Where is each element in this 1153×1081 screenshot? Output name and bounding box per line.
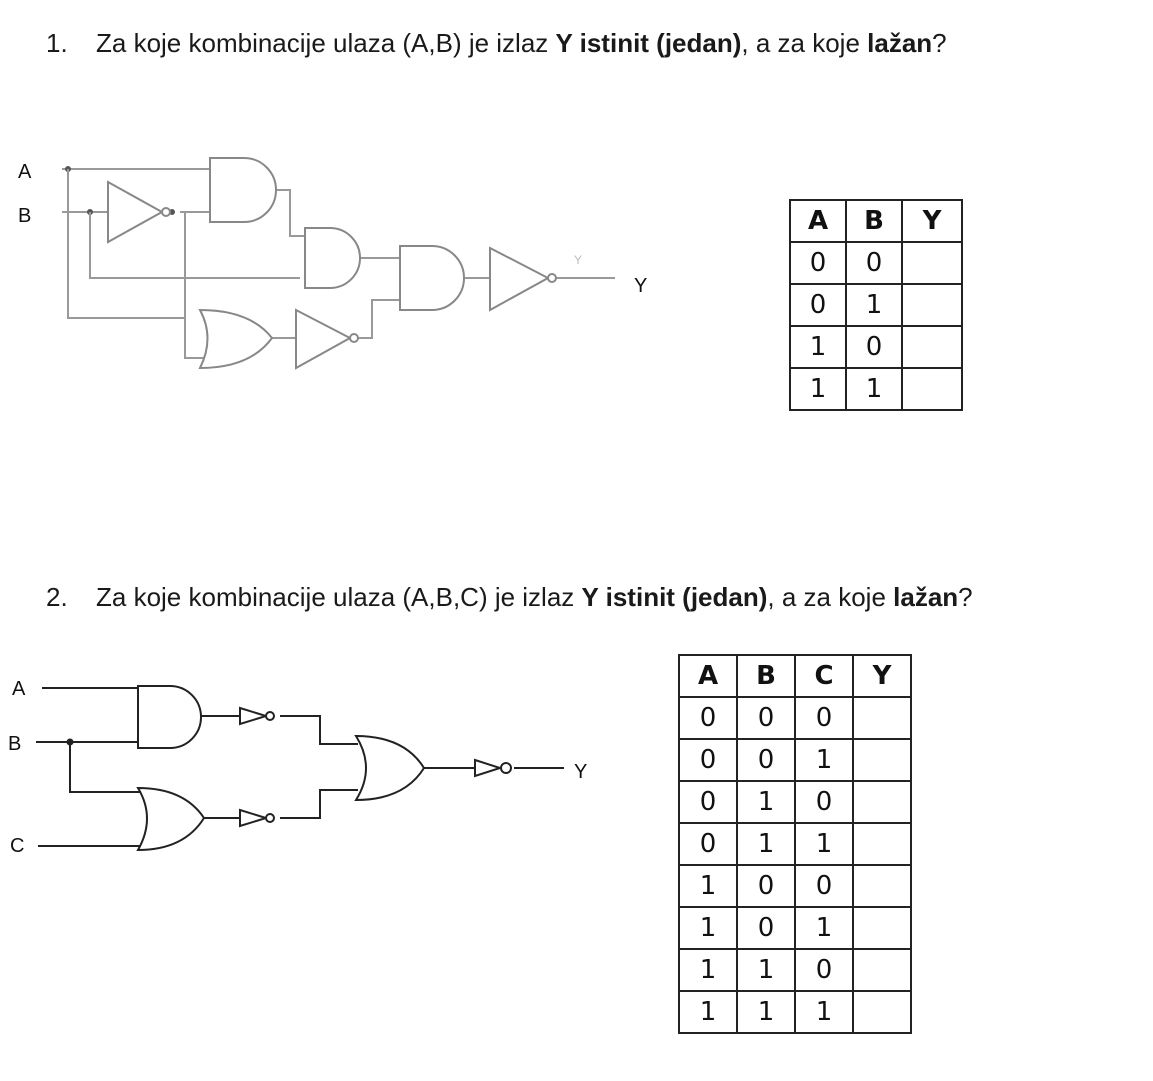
cell-b: 1 (737, 991, 795, 1033)
cell-y[interactable] (853, 781, 911, 823)
table-row (790, 368, 962, 410)
table-row (790, 326, 962, 368)
cell-c: 0 (795, 781, 853, 823)
table-row (679, 781, 911, 823)
cell-a: 0 (679, 697, 737, 739)
cell-a: 1 (790, 368, 846, 410)
circuit-1-not-gate-3 (490, 248, 548, 310)
table-row (679, 865, 911, 907)
cell-y[interactable] (853, 907, 911, 949)
cell-c: 0 (795, 697, 853, 739)
question-2-false-word: lažan (893, 582, 959, 612)
truth-table-2 (678, 654, 912, 1034)
circuit-1-faint-mark: Y (574, 253, 583, 267)
table-header-row (790, 200, 962, 242)
circuit-2-and-gate (138, 686, 201, 748)
question-1-true-phrase: Y istinit (jedan) (555, 28, 742, 58)
cell-b: 1 (846, 368, 902, 410)
question-2-text: Za koje kombinacije ulaza (A,B,C) je izlaz (96, 582, 582, 612)
cell-y[interactable] (902, 326, 962, 368)
header-a: A (679, 655, 737, 697)
circuit-2-not-gate-3 (475, 760, 500, 776)
cell-b: 0 (737, 865, 795, 907)
circuit-2-or-gate-2 (356, 736, 424, 800)
table-row (790, 242, 962, 284)
cell-c: 1 (795, 907, 853, 949)
cell-c: 0 (795, 865, 853, 907)
table-header-row (679, 655, 911, 697)
cell-a: 0 (679, 823, 737, 865)
header-c: C (795, 655, 853, 697)
question-1-end: ? (932, 28, 947, 58)
circuit-1-or-gate (200, 310, 272, 368)
circuit-1-and-gate-2 (305, 228, 360, 288)
circuit-2-input-b-label: B (8, 733, 22, 755)
circuit-1-output-label: Y (634, 275, 648, 297)
header-y: Y (853, 655, 911, 697)
circuit-2-or-gate (138, 788, 204, 850)
circuit-2-input-c-label: C (10, 835, 25, 857)
cell-y[interactable] (853, 739, 911, 781)
table-row (679, 823, 911, 865)
cell-b: 1 (846, 284, 902, 326)
question-2-end: ? (958, 582, 973, 612)
circuit-2-input-a-label: A (12, 678, 26, 700)
cell-y[interactable] (853, 991, 911, 1033)
circuit-1-gates (108, 158, 556, 368)
table-row (679, 739, 911, 781)
circuit-1-and-gate-1 (210, 158, 276, 222)
question-1 (46, 28, 947, 59)
circuit-2-not-gate-1 (240, 708, 266, 724)
cell-b: 1 (737, 823, 795, 865)
header-b: B (737, 655, 795, 697)
circuit-1-not-gate-1 (108, 182, 162, 242)
circuit-1-input-b-label: B (18, 205, 32, 227)
cell-y[interactable] (902, 368, 962, 410)
circuit-1-diagram (0, 140, 700, 400)
table-row (679, 907, 911, 949)
header-a: A (790, 200, 846, 242)
cell-y[interactable] (853, 865, 911, 907)
cell-b: 1 (737, 781, 795, 823)
header-b: B (846, 200, 902, 242)
cell-a: 1 (679, 907, 737, 949)
question-2-number: 2. (46, 582, 68, 612)
circuit-1-not-gate-2 (296, 310, 350, 368)
cell-y[interactable] (853, 949, 911, 991)
question-1-false-word: lažan (867, 28, 933, 58)
cell-a: 0 (679, 739, 737, 781)
circuit-2-output-label: Y (574, 761, 588, 783)
question-1-text-after: , a za koje (741, 28, 868, 58)
cell-c: 1 (795, 739, 853, 781)
circuit-1-and-gate-3 (400, 246, 464, 310)
cell-a: 0 (790, 284, 846, 326)
cell-c: 1 (795, 991, 853, 1033)
table-row (679, 697, 911, 739)
cell-y[interactable] (902, 242, 962, 284)
header-y: Y (902, 200, 962, 242)
cell-b: 0 (737, 739, 795, 781)
table-row (679, 949, 911, 991)
cell-c: 1 (795, 823, 853, 865)
cell-b: 0 (846, 242, 902, 284)
table-row (790, 284, 962, 326)
cell-c: 0 (795, 949, 853, 991)
cell-y[interactable] (853, 697, 911, 739)
question-1-text: Za koje kombinacije ulaza (A,B) je izlaz (96, 28, 556, 58)
cell-a: 1 (679, 991, 737, 1033)
cell-a: 0 (790, 242, 846, 284)
cell-a: 1 (790, 326, 846, 368)
circuit-2-not-gate-2 (240, 810, 266, 826)
cell-a: 0 (679, 781, 737, 823)
cell-y[interactable] (853, 823, 911, 865)
circuit-1-input-a-label: A (18, 161, 32, 183)
question-2-true-phrase: Y istinit (jedan) (581, 582, 768, 612)
cell-b: 1 (737, 949, 795, 991)
table-row (679, 991, 911, 1033)
question-2-text-after: , a za koje (767, 582, 894, 612)
cell-b: 0 (737, 907, 795, 949)
cell-b: 0 (737, 697, 795, 739)
circuit-2-diagram (0, 660, 640, 870)
truth-table-1 (789, 199, 963, 411)
question-2 (46, 582, 973, 613)
cell-a: 1 (679, 865, 737, 907)
question-1-number: 1. (46, 28, 68, 58)
cell-b: 0 (846, 326, 902, 368)
cell-y[interactable] (902, 284, 962, 326)
cell-a: 1 (679, 949, 737, 991)
